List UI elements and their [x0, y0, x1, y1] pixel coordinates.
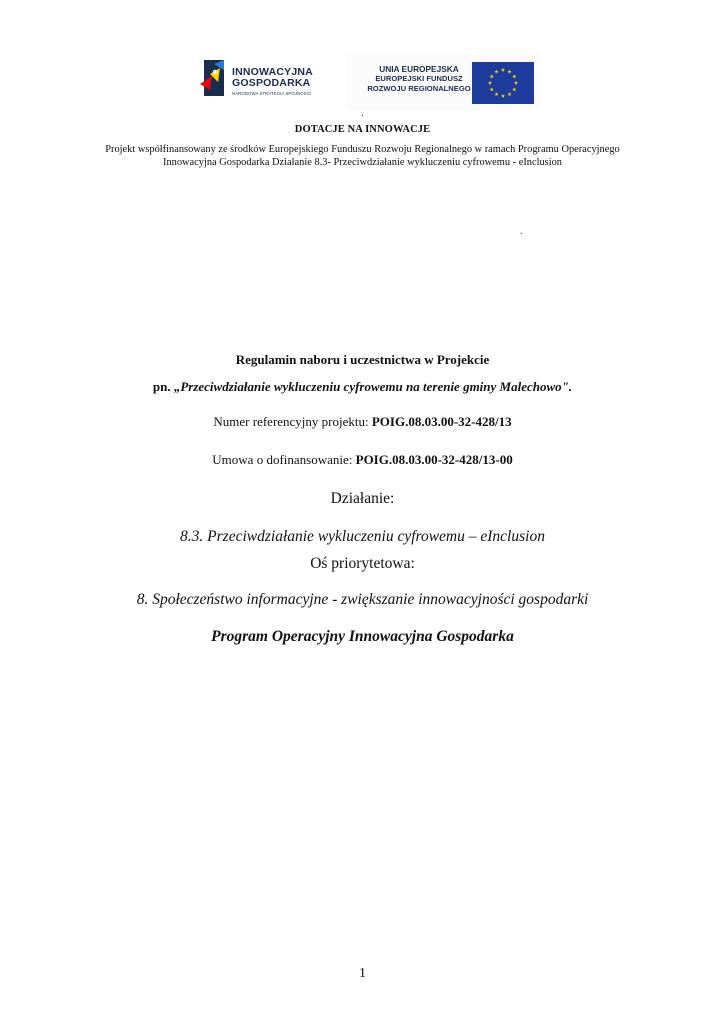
document-subtitle — [0, 379, 725, 395]
reference-number-line — [0, 414, 725, 430]
agreement-number-line — [0, 452, 725, 468]
logo-ig-line2: GOSPODARKA — [232, 77, 311, 89]
page-number: 1 — [359, 966, 366, 981]
measure-label: Działanie: — [330, 490, 395, 507]
logo-ue-line3: ROZWOJU REGIONALNEGO — [367, 84, 471, 93]
header-title: DOTACJE NA INNOWACJE — [294, 124, 431, 135]
agreement-number-label: Umowa o dofinansowanie: — [212, 452, 356, 467]
innowacyjna-gospodarka-logo — [198, 58, 326, 102]
reference-number-label: Numer referencyjny projektu: — [213, 414, 372, 429]
innowacyjna-gospodarka-emblem-icon — [198, 58, 228, 98]
logo-ig-line1: INNOWACYJNA — [232, 66, 313, 78]
header-description-line1: Projekt współfinansowany ze środków Europejskiego Funduszu Rozwoju Regionalnego w ramach Programu Operacyjnego — [105, 144, 620, 155]
dot-separator: . — [361, 108, 364, 119]
priority-axis-value: 8. Społeczeństwo informacyjne - zwiększanie innowacyjności gospodarki — [136, 591, 589, 608]
header-description — [0, 143, 725, 169]
unia-europejska-logo — [347, 54, 540, 110]
program-name: Program Operacyjny Innowacyjna Gospodarka — [211, 628, 514, 645]
stray-dot: . — [520, 226, 523, 237]
priority-axis-label: Oś priorytetowa: — [310, 555, 415, 572]
subtitle-project-name: „Przeciwdziałanie wykluczeniu cyfrowemu na terenie gminy Malechowo". — [173, 379, 573, 394]
reference-number-value: POIG.08.03.00-32-428/13 — [371, 414, 512, 429]
logo-ue-line2: EUROPEJSKI FUNDUSZ — [375, 74, 463, 83]
subtitle-prefix: pn. — [152, 379, 174, 394]
measure-value: 8.3. Przeciwdziałanie wykluczeniu cyfrowemu – eInclusion — [180, 528, 545, 545]
logo-ue-line1: UNIA EUROPEJSKA — [379, 64, 459, 74]
document-title: Regulamin naboru i uczestnictwa w Projekcie — [235, 352, 490, 367]
logo-ig-tagline: NARODOWA STRATEGIA SPÓJNOŚCI — [232, 91, 312, 96]
header-description-line2: Innowacyjna Gospodarka Działanie 8.3- Przeciwdziałanie wykluczeniu cyfrowemu - eInclusion — [162, 157, 563, 168]
eu-flag-icon — [472, 62, 534, 104]
agreement-number-value: POIG.08.03.00-32-428/13-00 — [355, 452, 513, 467]
